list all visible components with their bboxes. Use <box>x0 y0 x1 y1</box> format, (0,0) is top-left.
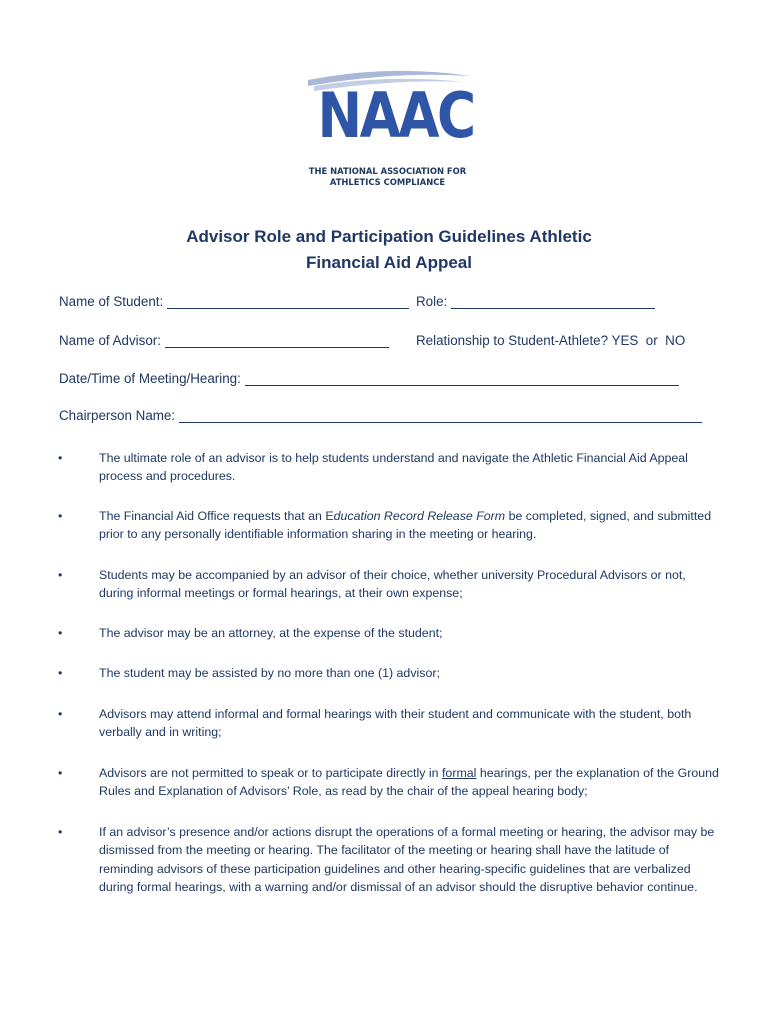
student-name-field <box>59 293 409 311</box>
advisor-name-field <box>59 332 389 350</box>
bullet-marker: • <box>58 626 63 640</box>
role-label: Role: <box>416 294 448 309</box>
datetime-field <box>59 370 679 388</box>
student-name-label: Name of Student: <box>59 294 164 309</box>
student-name-line[interactable] <box>167 294 409 309</box>
list-item-text: Advisors may attend informal and formal hearings with their student and communicate with the student, both verbally and in writing; <box>99 707 692 740</box>
list-item-text: The student may be assisted by no more than one (1) advisor; <box>99 666 440 680</box>
relationship-label: Relationship to Student-Athlete? <box>416 333 609 348</box>
bullet-marker: • <box>58 707 63 721</box>
advisor-name-label: Name of Advisor: <box>59 333 161 348</box>
document-title: Advisor Role and Participation Guidelines Athletic Financial Aid Appeal <box>186 227 592 272</box>
logo-wordmark: NAAC <box>317 79 474 152</box>
list-item-text: If an advisor’s presence and/or actions disrupt the operations of a formal meeting or hearing, the advisor may be dismissed from the meeting or hearing. The facilitator of the meeting or hearing shall have the latitude of reminding advisors of these participation guidelines and other hearing-specific guidelines that are verbalized during formal hearings, with a warning and/or dismissal of an advisor should the disruptive behavior continue. <box>99 825 715 895</box>
relationship-no[interactable]: NO <box>665 333 686 348</box>
datetime-label: Date/Time of Meeting/Hearing: <box>59 371 241 386</box>
chairperson-line[interactable] <box>179 408 702 423</box>
chairperson-label: Chairperson Name: <box>59 408 176 423</box>
bullet-marker: • <box>58 568 63 582</box>
bullet-marker: • <box>58 509 63 523</box>
bullet-marker: • <box>58 666 63 680</box>
role-field <box>416 293 655 311</box>
naac-logo <box>300 66 475 191</box>
relationship-or: or <box>645 333 658 348</box>
list-item-text: The Financial Aid Office requests that an Education Record Release Form be completed, signed, and submitted prior to any personally identifiable information sharing in the meeting or hearing. <box>99 509 712 542</box>
release-form-name: ducation Record Release Form <box>333 509 506 523</box>
advisor-name-line[interactable] <box>165 333 389 348</box>
bullet-marker: • <box>58 825 63 839</box>
datetime-line[interactable] <box>245 371 679 386</box>
list-item-text: Advisors are not permitted to speak or to participate directly in formal hearings, per the explanation of the Ground Rules and Explanation of Advisors’ Role, as read by the chair of the appeal hearing body; <box>99 766 719 799</box>
relationship-field <box>416 332 685 350</box>
list-item-text: The ultimate role of an advisor is to help students understand and navigate the Athletic Financial Aid Appeal process and procedures. <box>99 451 688 484</box>
list-item-text: Students may be accompanied by an advisor of their choice, whether university Procedural Advisors or not, during informal meetings or formal hearings, at their own expense; <box>99 568 686 601</box>
role-line[interactable] <box>451 294 655 309</box>
list-item-text: The advisor may be an attorney, at the expense of the student; <box>99 626 443 640</box>
chairperson-field <box>59 407 702 425</box>
bullet-marker: • <box>58 451 63 465</box>
bullet-marker: • <box>58 766 63 780</box>
relationship-yes[interactable]: YES <box>611 333 639 348</box>
logo-subtitle: THE NATIONAL ASSOCIATION FOR ATHLETICS COMPLIANCE <box>308 166 467 187</box>
formal-underlined: formal <box>441 766 477 780</box>
